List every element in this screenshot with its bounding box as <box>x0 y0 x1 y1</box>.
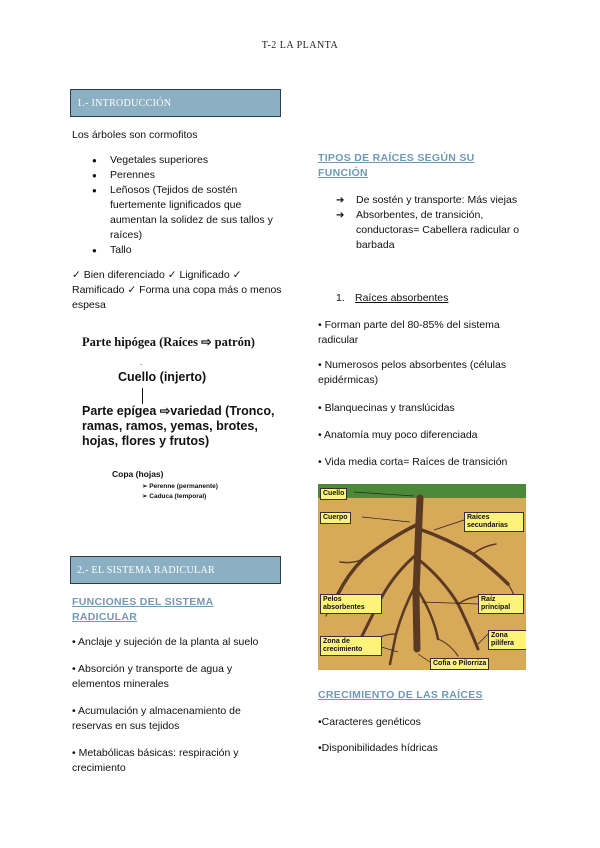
funciones-title: FUNCIONES DEL SISTEMA RADICULAR <box>72 596 214 623</box>
main-root <box>416 498 420 649</box>
list-item: ● Perennes <box>90 168 290 183</box>
detail-item: • Numerosos pelos absorbentes (células epidérmicas) <box>318 359 507 386</box>
diagram-epigea: Parte epígea ⇨variedad (Tronco, ramas, ramos, yemas, brotes, hojas, flores y frutos) <box>82 404 275 448</box>
funcion-item: • Acumulación y almacenamiento de reservas en sus tejidos <box>72 705 241 732</box>
crecimiento-item: •Disponibilidades hídricas <box>318 742 438 754</box>
label-cofia: Cofia o Pilorriza <box>430 658 489 670</box>
diagram-copa-caduca: ➢ Caduca (temporal) <box>142 493 207 500</box>
intro-bullet-list <box>90 153 290 258</box>
detail-item: • Anatomía muy poco diferenciada <box>318 429 478 441</box>
list-item: ● Tallo <box>90 243 290 258</box>
list-item: ● Leñosos (Tejidos de sostén fuertemente lignificados que aumentan la solidez de sus tallos y raíces) <box>90 183 290 243</box>
diagram-cuello: Cuello (injerto) <box>118 370 207 384</box>
diagram-hipogea: Parte hipógea (Raíces ⇨ patrón) <box>82 335 255 349</box>
plant-parts-diagram <box>80 332 290 512</box>
absorbentes-title: Raíces absorbentes <box>355 292 449 304</box>
tipos-title: TIPOS DE RAÍCES SEGÚN SU FUNCIÓN <box>318 152 475 179</box>
label-principal: Raíz principal <box>478 594 524 614</box>
label-pelos: Pelos absorbentes <box>320 594 382 614</box>
list-item: ➔ De sostén y transporte: Más viejas <box>336 193 536 208</box>
detail-item: • Blanquecinas y translúcidas <box>318 402 455 414</box>
list-item: ● Vegetales superiores <box>90 153 290 168</box>
section-introduccion <box>70 89 281 117</box>
intro-lead: Los árboles son cormofitos <box>72 129 198 141</box>
section-title: 1.- INTRODUCCIÓN <box>77 97 172 109</box>
section-title: 2.- EL SISTEMA RADICULAR <box>77 564 215 576</box>
copa-item: Caduca (temporal) <box>149 493 207 500</box>
section-sistema-radicular <box>70 556 281 584</box>
copa-item: Perenne (permanente) <box>149 483 218 490</box>
label-crecimiento: Zona de crecimiento <box>320 636 382 656</box>
root-illustration <box>318 484 526 670</box>
funcion-item: • Absorción y transporte de agua y elementos minerales <box>72 663 233 690</box>
numbered-label: 1. <box>336 292 345 304</box>
funcion-item: • Anclaje y sujeción de la planta al suelo <box>72 636 259 648</box>
diagram-copa: Copa (hojas) <box>112 469 164 479</box>
connector-line <box>142 388 143 404</box>
diagram-copa-perenne: ➢ Perenne (permanente) <box>142 483 218 490</box>
list-item: ➔ Absorbentes, de transición, conductoras= Cabellera radicular o barbada <box>336 208 536 253</box>
dot-marker: . <box>140 358 143 367</box>
label-cuerpo: Cuerpo <box>320 512 351 524</box>
funcion-item: • Metabólicas básicas: respiración y crecimiento <box>72 747 239 774</box>
crecimiento-title: CRECIMIENTO DE LAS RAÍCES <box>318 689 483 701</box>
intro-checks: ✓ Bien diferenciado ✓ Lignificado ✓ Ramificado ✓ Forma una copa más o menos espesa <box>72 269 282 311</box>
detail-item: • Vida media corta= Raíces de transición <box>318 456 508 468</box>
label-cuello: Cuello <box>320 488 347 500</box>
tipos-list <box>336 193 536 253</box>
page-header: T-2 LA PLANTA <box>261 40 339 51</box>
label-pilifera: Zona pilífera <box>488 630 526 650</box>
crecimiento-item: •Caracteres genéticos <box>318 716 421 728</box>
label-secundarias: Raíces secundarias <box>464 512 524 532</box>
detail-item: • Forman parte del 80-85% del sistema radicular <box>318 319 500 346</box>
